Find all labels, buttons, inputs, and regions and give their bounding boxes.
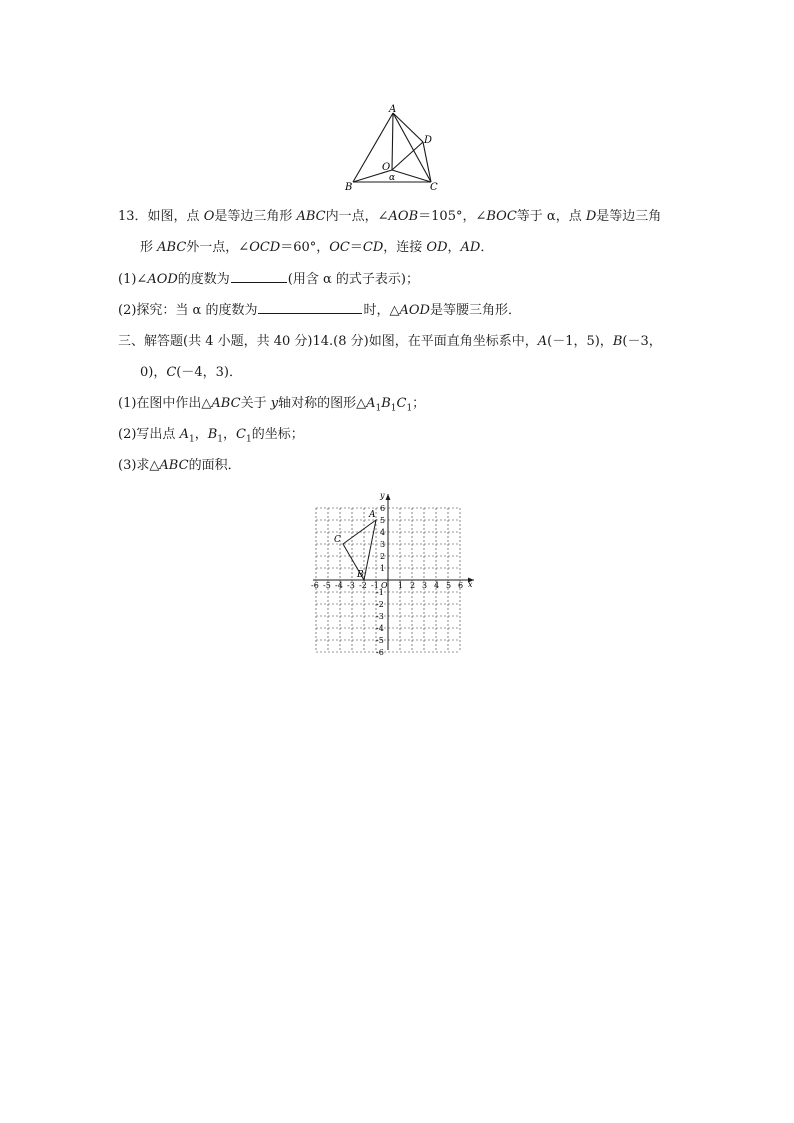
y-axis-arrow (386, 494, 391, 500)
q13-line2: 形 ABC外一点，∠OCD＝60°，OC＝CD，连接 OD，AD． (140, 240, 494, 255)
point-b-label: B (357, 570, 364, 580)
origin-label: O (381, 581, 388, 590)
q14-part3: (3)求△ABC的面积． (118, 458, 241, 473)
y-tick-label: -4 (376, 624, 384, 633)
segment-ad (393, 113, 423, 142)
q13-line1: 13．如图，点 O是等边三角形 ABC内一点，∠AOB＝105°，∠BOC等于 α，点 D是等边三角 (118, 209, 662, 224)
x-tick-label: -1 (371, 581, 379, 590)
y-tick-label: 6 (380, 504, 386, 513)
y-tick-label: -2 (376, 600, 384, 609)
q13-part1: (1)∠AOD的度数为 (用含 α 的式子表示)； (118, 272, 419, 287)
x-axis-label: x (468, 580, 473, 589)
y-axis-label: y (380, 491, 385, 500)
x-tick-label: -4 (335, 581, 343, 590)
point-a-label: A (369, 510, 376, 520)
x-tick-label: 2 (410, 581, 416, 590)
x-tick-label: 1 (398, 581, 404, 590)
y-tick-label: 2 (380, 552, 386, 561)
y-tick-label: -1 (376, 588, 384, 597)
label-o: O (382, 162, 391, 173)
answer-blank-1[interactable] (231, 270, 287, 283)
q14-part1: (1)在图中作出△ABC关于 y轴对称的图形$\triangle A_1B_1C_1$； (118, 396, 426, 414)
x-tick-label: -5 (323, 581, 331, 590)
x-tick-label: -2 (359, 581, 367, 590)
triangle-figure-svg (340, 100, 450, 195)
label-alpha: α (389, 173, 396, 183)
q13-number: 13． (118, 209, 148, 224)
section-heading: 三、解答题(共 4 小题，共 40 分) (118, 334, 313, 349)
x-tick-label: 5 (446, 581, 452, 590)
x-tick-label: 6 (458, 581, 464, 590)
label-c: C (430, 182, 438, 193)
segment-od (392, 142, 423, 170)
x-tick-label: -6 (311, 581, 319, 590)
x-tick-label: 4 (434, 581, 440, 590)
y-tick-label: 5 (380, 516, 386, 525)
label-d: D (424, 135, 433, 146)
y-tick-label: 1 (380, 564, 386, 573)
y-tick-label: 3 (380, 540, 386, 549)
q14-part2: (2)写出点 $A_1$，$B_1$，$C_1$的坐标； (118, 427, 304, 445)
y-tick-label: -3 (376, 612, 384, 621)
y-tick-label: 4 (380, 528, 386, 537)
coordinate-grid-figure (308, 490, 478, 655)
label-a: A (389, 104, 397, 115)
triangle-figure (340, 100, 450, 195)
segment-cd (423, 142, 431, 182)
x-tick-label: 3 (422, 581, 428, 590)
point-c-label: C (334, 535, 341, 545)
y-tick-label: -6 (376, 648, 384, 655)
answer-blank-2[interactable] (258, 301, 362, 314)
q13-part2: (2)探究：当 α 的度数为 时，△AOD是等腰三角形． (118, 303, 521, 318)
x-tick-label: -3 (347, 581, 355, 590)
segment-ao (392, 113, 393, 170)
section3-heading-line: 三、解答题(共 4 小题，共 40 分)14.(8 分)如图，在平面直角坐标系中，A(－1，5)，B(－3， (118, 334, 662, 349)
label-b: B (345, 182, 353, 193)
coordinate-grid-svg (308, 490, 478, 655)
y-tick-label: -5 (376, 636, 384, 645)
q14-line2: 0)，C(－4，3)． (140, 365, 242, 380)
